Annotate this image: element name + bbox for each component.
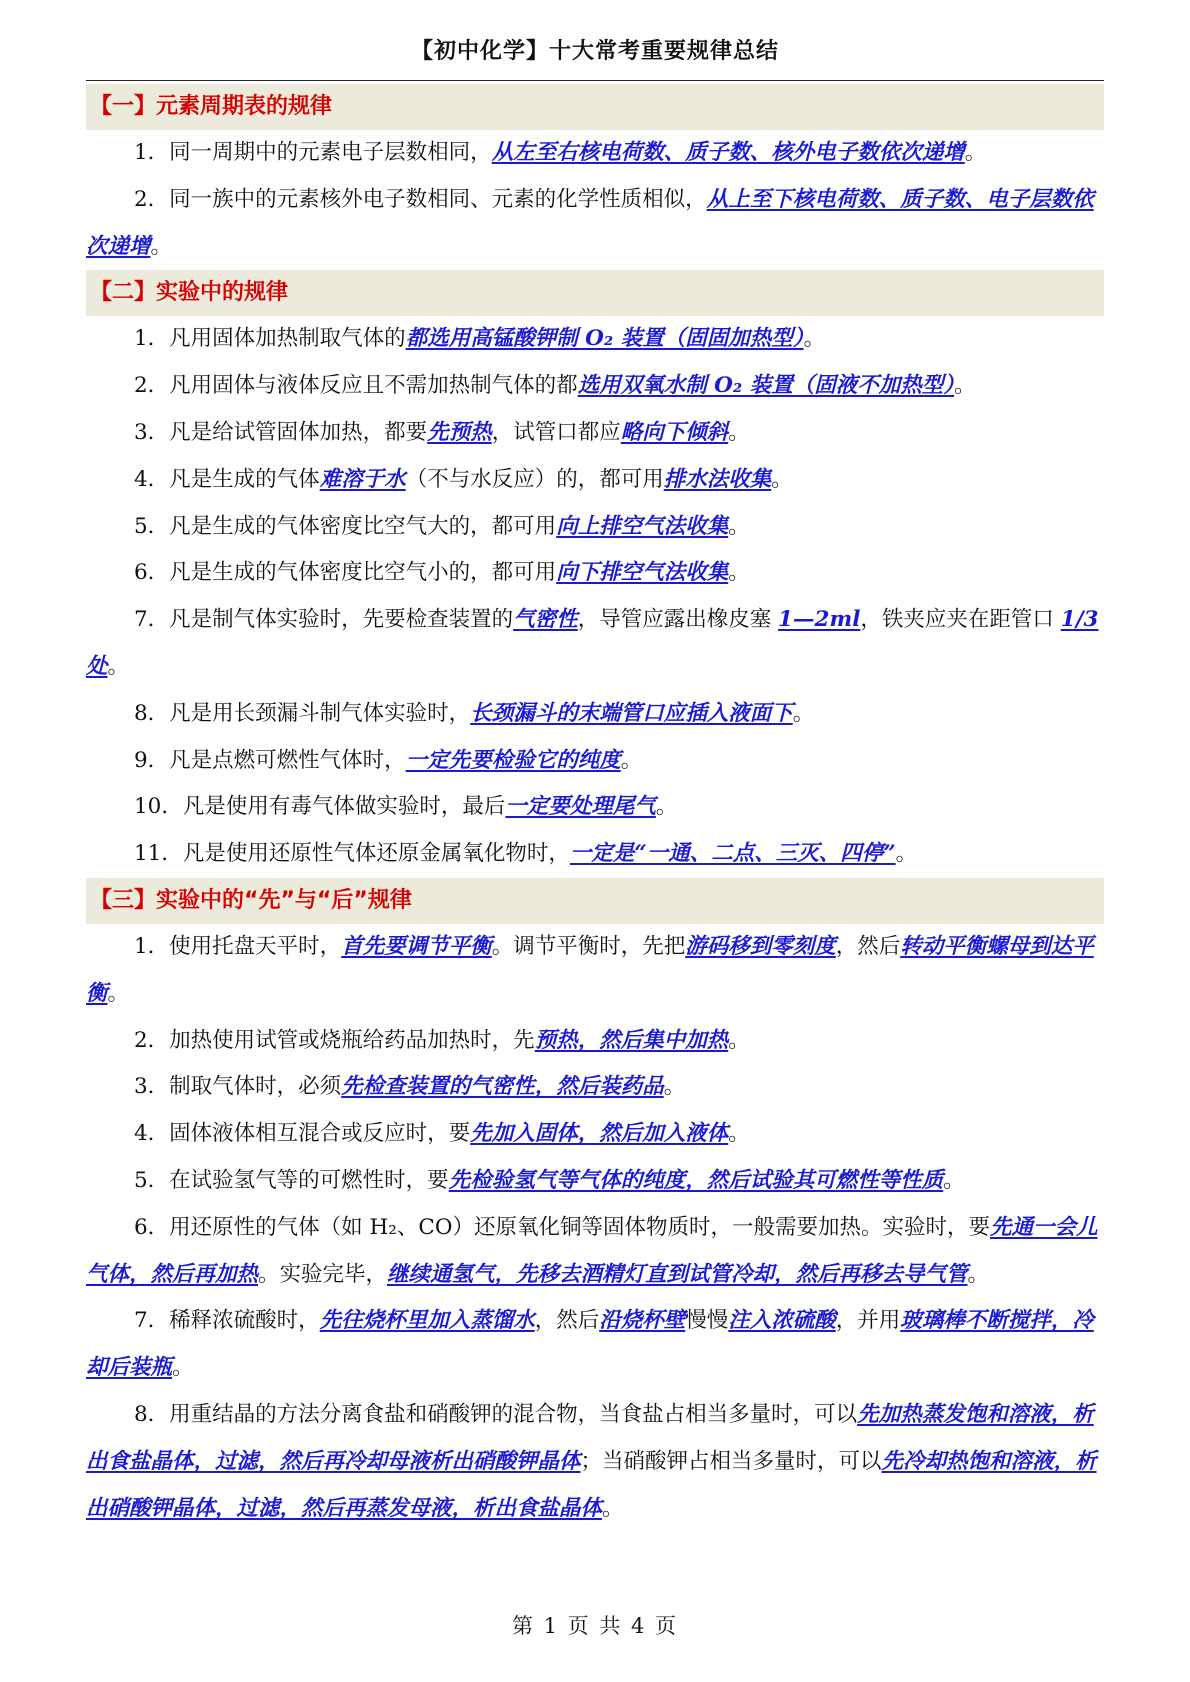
body-text: 5．在试验氢气等的可燃性时，要	[134, 1167, 449, 1193]
body-text: 慢慢	[685, 1308, 729, 1334]
body-text: 8．凡是用长颈漏斗制气体实验时，	[134, 700, 471, 726]
body-text: 。	[803, 326, 826, 352]
body-text: 。	[107, 980, 130, 1006]
rule-paragraph	[86, 177, 1104, 271]
highlighted-text: 选用双氧水制 O₂ 装置（固液不加热型）	[577, 373, 955, 399]
body-text: 1．使用托盘天平时，	[134, 933, 342, 959]
highlighted-text: 都选用高锰酸钾制 O₂ 装置（固固加热型）	[405, 326, 804, 352]
rule-paragraph	[86, 1158, 1104, 1205]
body-text: 。	[172, 1355, 194, 1381]
section-heading: 【二】实验中的规律	[86, 270, 1104, 316]
highlighted-text: 沿烧杯壁	[599, 1308, 686, 1334]
highlighted-text: 一定先要检验它的纯度	[405, 747, 621, 773]
highlighted-text: 注入浓硫酸	[728, 1308, 836, 1334]
body-text: 。	[895, 841, 918, 867]
body-text: ；当硝酸钾占相当多量时，可以	[580, 1448, 882, 1474]
highlighted-text: 一定要处理尾气	[505, 794, 656, 820]
highlighted-text: 略向下倾斜	[620, 419, 729, 445]
highlighted-text: 预热，然后集中加热	[534, 1027, 729, 1053]
rule-paragraph	[86, 457, 1104, 504]
body-text: 。	[943, 1167, 965, 1193]
rule-paragraph	[86, 1111, 1104, 1158]
rule-paragraph	[86, 691, 1104, 738]
body-text: ，铁夹应夹在距管口	[860, 607, 1061, 633]
section-heading: 【一】元素周期表的规律	[86, 84, 1104, 130]
highlighted-text: 从上至下核电荷数、质子数、电子层数依次递增	[86, 186, 1094, 259]
body-text: 8．用重结晶的方法分离食盐和硝酸钾的混合物，当食盐占相当多量时，可以	[134, 1401, 858, 1427]
body-text: 。	[150, 233, 173, 259]
body-text: 。实验完毕，	[258, 1261, 388, 1287]
body-text: 。	[620, 747, 643, 773]
body-text: 。	[728, 419, 750, 445]
body-text: ，然后	[534, 1308, 600, 1334]
highlighted-text: 从左至右核电荷数、质子数、核外电子数依次递增	[491, 140, 965, 165]
highlighted-text: 长颈漏斗的末端管口应插入液面下	[470, 700, 793, 726]
body-text: 。	[602, 1495, 624, 1521]
section-heading: 【三】实验中的“先”与“后”规律	[86, 878, 1104, 924]
rule-paragraph	[86, 1064, 1104, 1111]
body-text: 4．固体液体相互混合或反应时，要	[134, 1121, 471, 1147]
body-text: 。调节平衡时，先把	[491, 933, 686, 959]
document-title: 【初中化学】十大常考重要规律总结	[410, 38, 779, 64]
body-text: 4．凡是生成的气体	[134, 466, 320, 492]
body-text: 11．凡是使用还原性气体还原金属氧化物时，	[134, 841, 570, 867]
body-text: 3．制取气体时，必须	[134, 1074, 342, 1100]
highlighted-text: 难溶于水	[319, 466, 406, 492]
rule-paragraph	[86, 784, 1104, 831]
body-text: 9．凡是点燃可燃性气体时，	[134, 747, 406, 773]
body-text: 。	[964, 140, 987, 165]
body-text: 6．凡是生成的气体密度比空气小的，都可用	[134, 560, 557, 586]
rule-paragraph	[86, 410, 1104, 457]
body-text: 。	[967, 1261, 990, 1287]
rule-paragraph	[86, 1205, 1104, 1299]
highlighted-text: 继续通氢气，先移去酒精灯直到试管冷却，然后再移去导气管	[387, 1261, 968, 1287]
body-text: 7．凡是制气体实验时，先要检查装置的	[134, 607, 514, 633]
body-text: （不与水反应）的，都可用	[405, 466, 664, 492]
body-text: 。	[107, 653, 130, 679]
rule-paragraph	[86, 550, 1104, 597]
body-text: 。	[728, 560, 750, 586]
highlighted-text: 先检查装置的气密性，然后装药品	[341, 1074, 664, 1100]
highlighted-text: 1/3 处	[86, 607, 1099, 679]
document-body	[86, 84, 1104, 1532]
highlighted-text: 先预热	[427, 419, 492, 445]
highlighted-text: 先检验氢气等气体的纯度，然后试验其可燃性等性质	[448, 1167, 944, 1193]
rule-paragraph	[86, 1392, 1104, 1532]
highlighted-text: 排水法收集	[663, 466, 772, 492]
highlighted-text: 气密性	[513, 607, 578, 633]
body-text: ，并用	[835, 1308, 901, 1334]
body-text: 2．凡用固体与液体反应且不需加热制气体的都	[134, 373, 578, 399]
body-text: 5．凡是生成的气体密度比空气大的，都可用	[134, 513, 557, 539]
rule-paragraph	[86, 738, 1104, 785]
highlighted-text: 1—2ml	[778, 607, 861, 633]
highlighted-text: 先加热蒸发饱和溶液，析出食盐晶体，过滤，然后再冷却母液析出硝酸钾晶体	[86, 1401, 1094, 1474]
body-text: 1．同一周期中的元素电子层数相同，	[134, 140, 492, 165]
body-text: 1．凡用固体加热制取气体的	[134, 326, 406, 352]
body-text: ，试管口都应	[491, 419, 621, 445]
body-text: 7．稀释浓硫酸时，	[134, 1308, 320, 1334]
body-text: 10．凡是使用有毒气体做实验时，最后	[134, 794, 506, 820]
highlighted-text: 先往烧杯里加入蒸馏水	[319, 1308, 535, 1334]
body-text: 。	[728, 513, 750, 539]
highlighted-text: 玻璃棒不断搅拌，冷却后装瓶	[86, 1308, 1094, 1381]
rule-paragraph	[86, 316, 1104, 363]
header-divider	[86, 80, 1104, 81]
body-text: 。	[728, 1027, 750, 1053]
body-text: ，然后	[835, 933, 901, 959]
body-text: 2．同一族中的元素核外电子数相同、元素的化学性质相似，	[134, 186, 707, 212]
highlighted-text: 首先要调节平衡	[341, 933, 492, 959]
rule-paragraph	[86, 1298, 1104, 1392]
rule-paragraph	[86, 597, 1104, 691]
body-text: 。	[728, 1121, 750, 1147]
highlighted-text: 游码移到零刻度	[685, 933, 836, 959]
body-text: ，导管应露出橡皮塞	[577, 607, 779, 633]
document-page	[86, 0, 1104, 1682]
highlighted-text: 向下排空气法收集	[556, 560, 729, 586]
body-text: 。	[771, 466, 793, 492]
highlighted-text: 先冷却热饱和溶液，析出硝酸钾晶体，过滤，然后再蒸发母液，析出食盐晶体	[86, 1448, 1097, 1521]
body-text: 6．用还原性的气体（如 H₂、CO）还原氧化铜等固体物质时，一般需要加热。实验时，要	[134, 1214, 990, 1240]
highlighted-text: 一定是“一通、二点、三灭、四停”	[569, 841, 896, 867]
highlighted-text: 先通一会儿气体，然后再加热	[86, 1214, 1098, 1287]
body-text: 。	[655, 794, 678, 820]
rule-paragraph	[86, 363, 1104, 410]
highlighted-text: 向上排空气法收集	[556, 513, 729, 539]
body-text: 3．凡是给试管固体加热，都要	[134, 419, 428, 445]
rule-paragraph	[86, 504, 1104, 551]
highlighted-text: 转动平衡螺母到达平衡	[86, 933, 1094, 1006]
body-text: 。	[954, 373, 976, 399]
rule-paragraph	[86, 831, 1104, 878]
body-text: 。	[663, 1074, 686, 1100]
body-text: 2．加热使用试管或烧瓶给药品加热时，先	[134, 1027, 535, 1053]
rule-paragraph	[86, 1018, 1104, 1065]
highlighted-text: 先加入固体，然后加入液体	[470, 1121, 729, 1147]
body-text: 。	[792, 700, 815, 726]
rule-paragraph	[86, 130, 1104, 177]
page-footer: 第 1 页 共 4 页	[511, 1614, 679, 1638]
rule-paragraph	[86, 924, 1104, 1018]
